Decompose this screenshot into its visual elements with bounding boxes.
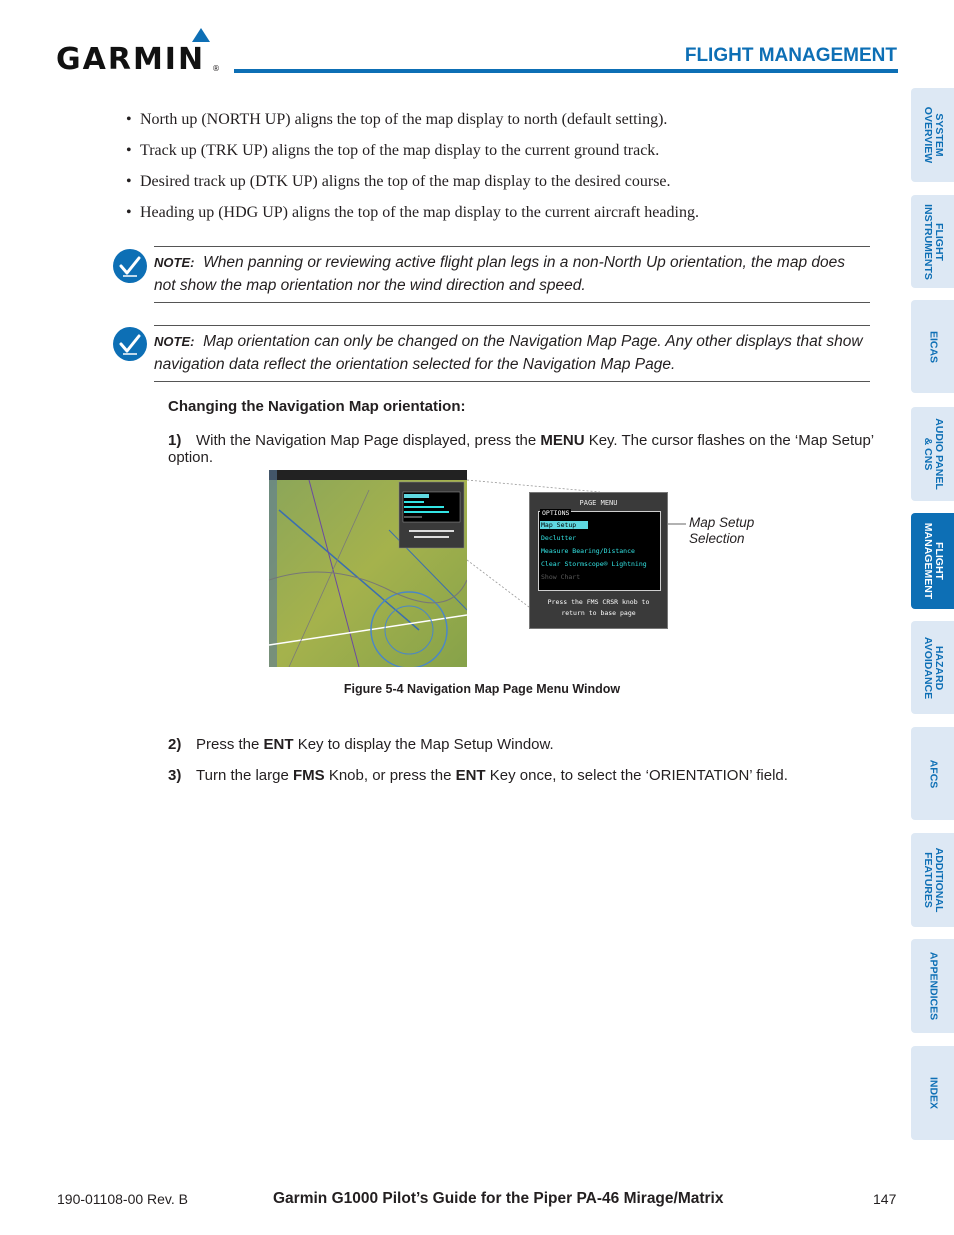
list-item: • Track up (TRK UP) aligns the top of the map display to the current ground track.	[126, 139, 886, 170]
step-text: Key once, to select the ‘ORIENTATION’ field.	[485, 767, 788, 784]
menu-item-show-chart: Show Chart	[541, 573, 581, 581]
tab-label: FLIGHT MANAGEMENT	[921, 522, 945, 600]
list-item: • Desired track up (DTK UP) aligns the top of the map display to the desired course.	[126, 170, 886, 201]
procedure-heading: Changing the Navigation Map orientation:	[168, 398, 466, 415]
menu-item-measure[interactable]: Measure Bearing/Distance	[541, 547, 635, 555]
step-number: 1)	[168, 432, 182, 449]
tab-label: HAZARD AVOIDANCE	[921, 636, 945, 699]
step-text: Press the	[196, 736, 264, 753]
doc-title: Garmin G1000 Pilot’s Guide for the Piper PA-46 Mirage/Matrix	[273, 1190, 724, 1207]
figure-caption: Figure 5-4 Navigation Map Page Menu Window	[343, 682, 621, 696]
tab-label: SYSTEM OVERVIEW	[921, 106, 945, 164]
step-text: Turn the large	[196, 767, 293, 784]
tab-label: ADDITIONAL FEATURES	[921, 847, 945, 913]
menu-footer-line: return to base page	[561, 609, 636, 617]
tab-label: APPENDICES	[927, 951, 939, 1021]
tab-label: INDEX	[927, 1076, 939, 1110]
tab-label: AFCS	[927, 759, 939, 788]
note-label: NOTE:	[154, 255, 195, 270]
doc-number: 190-01108-00 Rev. B	[57, 1191, 189, 1207]
options-label: OPTIONS	[542, 509, 570, 517]
menu-title: PAGE MENU	[579, 499, 618, 507]
menu-footer-line: Press the FMS CRSR knob to	[547, 598, 650, 606]
tab-label: EICAS	[927, 330, 939, 363]
tab-label: FLIGHT INSTRUMENTS	[921, 203, 945, 280]
callout-map-setup: Map Setup Selection	[689, 515, 755, 546]
step-2	[168, 736, 878, 753]
key-name: ENT	[455, 767, 486, 784]
step-text: Knob, or press the	[324, 767, 456, 784]
step-3	[168, 767, 878, 784]
key-name: MENU	[540, 432, 585, 449]
step-number: 3)	[168, 767, 182, 784]
menu-item-declutter[interactable]: Declutter	[541, 534, 577, 542]
list-item: • Heading up (HDG UP) aligns the top of the map display to the current aircraft heading.	[126, 201, 886, 232]
list-item: • North up (NORTH UP) aligns the top of the map display to north (default setting).	[126, 108, 886, 139]
note-text: Map orientation can only be changed on the Navigation Map Page. Any other displays that show navigation data reflect the orientation selected for the Navigation Map Page.	[154, 333, 863, 373]
step-text: With the Navigation Map Page displayed, press the	[196, 432, 541, 449]
step-number: 2)	[168, 736, 182, 753]
logo-text: GARMIN	[56, 42, 206, 77]
tab-label: AUDIO PANEL & CNS	[921, 418, 945, 490]
note-text: When panning or reviewing active flight plan legs in a non-North Up orientation, the map does not show the map orientation nor the wind direction and speed.	[154, 254, 845, 294]
step-text: Key to display the Map Setup Window.	[293, 736, 554, 753]
registered-mark: ®	[212, 64, 220, 73]
key-name: ENT	[263, 736, 294, 753]
page-number: 147	[873, 1191, 897, 1207]
section-title: FLIGHT MANAGEMENT	[684, 45, 897, 66]
key-name: FMS	[293, 767, 325, 784]
menu-footer	[530, 597, 667, 619]
step-text: Key. The cursor flashes on the ‘Map Setup’ option.	[168, 432, 874, 466]
page-menu-window	[529, 492, 668, 629]
menu-item-clear-lightning[interactable]: Clear Stormscope® Lightning	[541, 560, 647, 568]
note-label: NOTE:	[154, 334, 195, 349]
menu-item-map-setup[interactable]: Map Setup	[540, 521, 588, 529]
